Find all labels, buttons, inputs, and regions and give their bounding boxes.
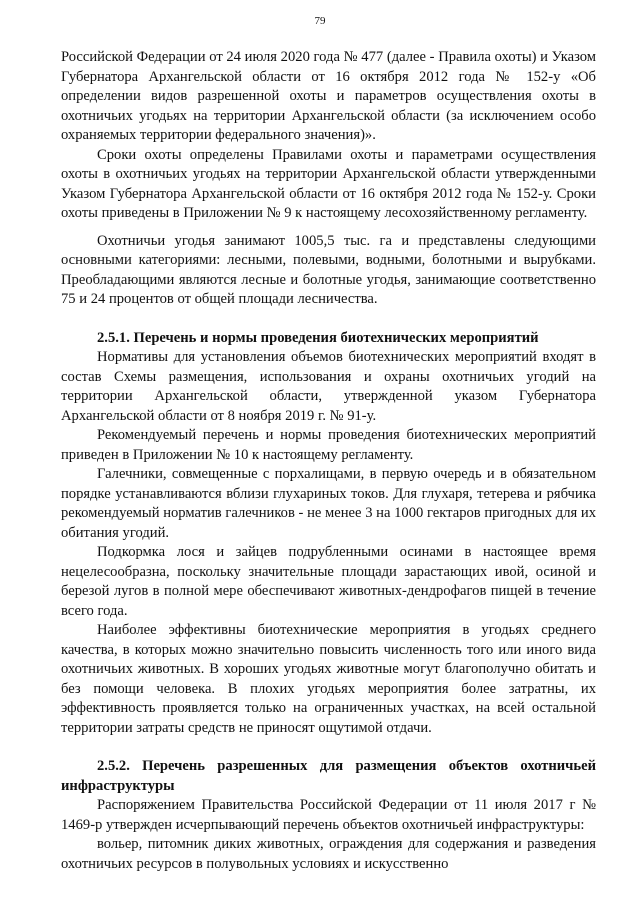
- section-2-5-1-paragraph-2: Рекомендуемый перечень и нормы проведения биотехнических мероприятий приведен в Приложении № 10 к настоящему регламенту.: [61, 427, 596, 463]
- section-2-5-1-paragraph-3: Галечники, совмещенные с порхалищами, в первую очередь и в обязательном порядке устанавливаются вблизи глухариных токов. Для глухаря, тетерева и рябчика рекомендуемый норматив галечников - не менее 3 на 1000 гектаров пригодных для их обитания угодий.: [61, 466, 596, 541]
- section-2-5-2-paragraph-1: Распоряжением Правительства Российской Федерации от 11 июля 2017 г № 1469-р утвержден исчерпывающий перечень объектов охотничьей инфраструктуры:: [61, 797, 596, 833]
- page-body: [61, 48, 596, 874]
- section-2-5-2-heading: 2.5.2. Перечень разрешенных для размещения объектов охотничьей инфраструктуры: [61, 758, 596, 794]
- section-2-5-2-paragraph-2: вольер, питомник диких животных, ограждения для содержания и разведения охотничьих ресурсов в полувольных условиях и искусственно: [61, 836, 596, 872]
- intro-paragraph-2: Сроки охоты определены Правилами охоты и параметрами осуществления охоты в охотничьих угодьях на территории Архангельской области утвержденными Указом Губернатора Архангельской области от 16 октября 2012 года № 152-у. Сроки охоты приведены в Приложении № 9 к настоящему лесохозяйственному регламенту.: [61, 146, 596, 221]
- intro-paragraph-1: Российской Федерации от 24 июля 2020 года № 477 (далее - Правила охоты) и Указом Губернатора Архангельской области от 16 октября 2012 года № 152-у «Об определении видов разрешенной охоты и параметров осуществления охоты в охотничьих угодьях на территории Архангельской области (за исключением особо охраняемых территории федерального значения)».: [61, 49, 596, 143]
- section-2-5-1-paragraph-4: Подкормка лося и зайцев подрубленными осинами в настоящее время нецелесообразна, поскольку значительные площади зарастающих ивой, осиной и березой лугов в полной мере обеспечивают животных-дендрофагов пищей в течение всего года.: [61, 544, 596, 619]
- section-2-5-1-paragraph-1: Нормативы для установления объемов биотехнических мероприятий входят в состав Схемы размещения, использования и охраны охотничьих угодий на территории Архангельской области, утвержденной указом Губернатора Архангельской области от 8 ноября 2019 г. № 91-у.: [61, 349, 596, 424]
- section-2-5-1-heading: 2.5.1. Перечень и нормы проведения биотехнических мероприятий: [97, 329, 539, 346]
- section-2-5-1-paragraph-5: Наиболее эффективны биотехнические мероприятия в угодьях среднего качества, в которых можно значительно повысить численность того или иного вида охотничьих животных. В хороших угодьях животные могут благополучно обитать и без помощи человека. В плохих угодьях мероприятия более затратны, их эффективность проявляется только на ограниченных участках, на всей остальной территории затраты средств не приносят ощутимой отдачи.: [61, 622, 596, 736]
- page-number: 79: [314, 15, 326, 27]
- intro-paragraph-3: Охотничьи угодья занимают 1005,5 тыс. га и представлены следующими основными категориями: лесными, полевыми, водными, болотными и вырубками. Преобладающими являются лесные и болотные угодья, занимающие соответственно 75 и 24 процентов от общей площади лесничества.: [61, 232, 596, 307]
